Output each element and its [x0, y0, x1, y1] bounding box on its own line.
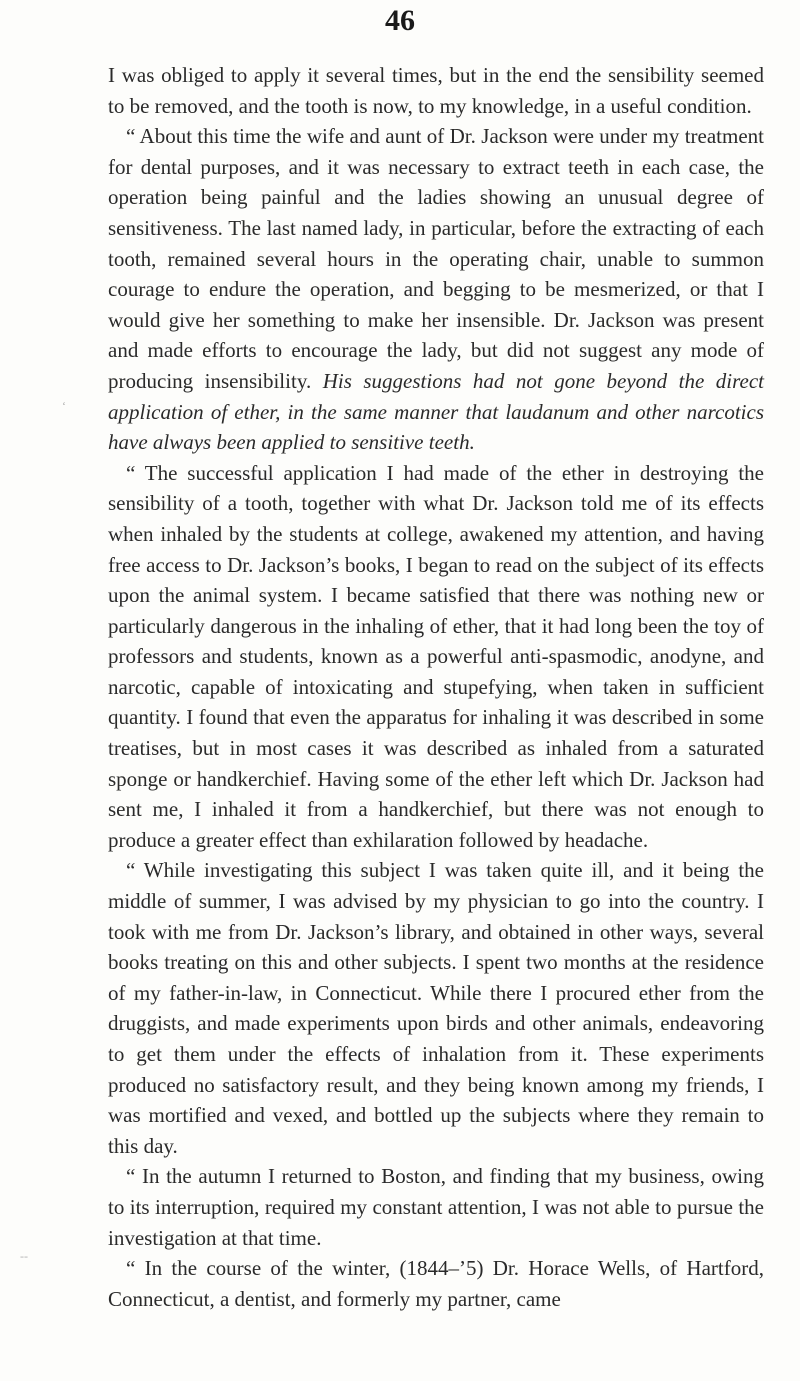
paragraph-2-italic-text: His suggestions had not gone beyond the direct application of ether, in the same manner that laudanum and other narcotics have always been applied to sensitive teeth. — [108, 368, 764, 455]
paragraph-3 — [108, 458, 764, 856]
page-text — [108, 60, 764, 1314]
paragraph-6-text: “ In the course of the winter, (1844–’5) Dr. Horace Wells, of Hartford, Connecticut, a dentist, and formerly my partner, came — [108, 1256, 764, 1311]
paragraph-1-text: I was obliged to apply it several times, but in the end the sensibility seemed to be removed, and the tooth is now, to my knowledge, in a useful condition. — [108, 63, 764, 118]
paragraph-1 — [108, 60, 764, 121]
paragraph-3-text: “ The successful application I had made of the ether in destroying the sensibility of a tooth, together with what Dr. Jackson told me of its effects when inhaled by the students at college, awakened my attention, and having free access to Dr. Jackson’s books, I began to read on the subject of its effects upon the animal system. I became satisfied that there was nothing new or particularly dangerous in the inhaling of ether, that it had long been the toy of professors and students, known as a powerful anti-spasmodic, anodyne, and narcotic, capable of intoxicating and stupefying, when taken in sufficient quantity. I found that even the apparatus for inhaling it was described in some treatises, but in most cases it was described as inhaled from a saturated sponge or handkerchief. Having some of the ether left which Dr. Jackson had sent me, I inhaled it from a handkerchief, but there was not enough to produce a greater effect than exhilaration followed by headache. — [108, 460, 764, 852]
paragraph-2-text: “ About this time the wife and aunt of Dr. Jackson were under my treatment for dental purposes, and it was necessary to extract teeth in each case, the operation being painful and the ladies showing an unusual degree of sensitiveness. The last named lady, in particular, before the extracting of each tooth, remained several hours in the operating chair, unable to summon courage to endure the operation, and begging to be mesmerized, or that I would give her something to make her insensible. Dr. Jackson was present and made efforts to encourage the lady, but did not suggest any mode of producing insensibility. — [108, 124, 764, 393]
paragraph-5-text: “ In the autumn I returned to Boston, and finding that my business, owing to its interruption, required my constant attention, I was not able to pursue the investigation at that time. — [108, 1164, 764, 1250]
paragraph-6 — [108, 1253, 764, 1314]
page-number: 46 — [385, 4, 415, 37]
margin-speck: ‐‐ — [20, 1249, 28, 1263]
paragraph-5 — [108, 1161, 764, 1253]
margin-speck: ‘ — [62, 399, 66, 413]
paragraph-4-text: “ While investigating this subject I was taken quite ill, and it being the middle of summer, I was advised by my physician to go into the country. I took with me from Dr. Jackson’s library, and obtained in other ways, several books treating on this and other subjects. I spent two months at the residence of my father-in-law, in Connecticut. While there I procured ether from the druggists, and made experiments upon birds and other animals, endeavoring to get them under the effects of inhalation from it. These experiments produced no satisfactory result, and they being known among my friends, I was mortified and vexed, and bottled up the subjects where they remain to this day. — [108, 858, 764, 1158]
paragraph-4 — [108, 855, 764, 1161]
paragraph-2 — [108, 121, 764, 458]
